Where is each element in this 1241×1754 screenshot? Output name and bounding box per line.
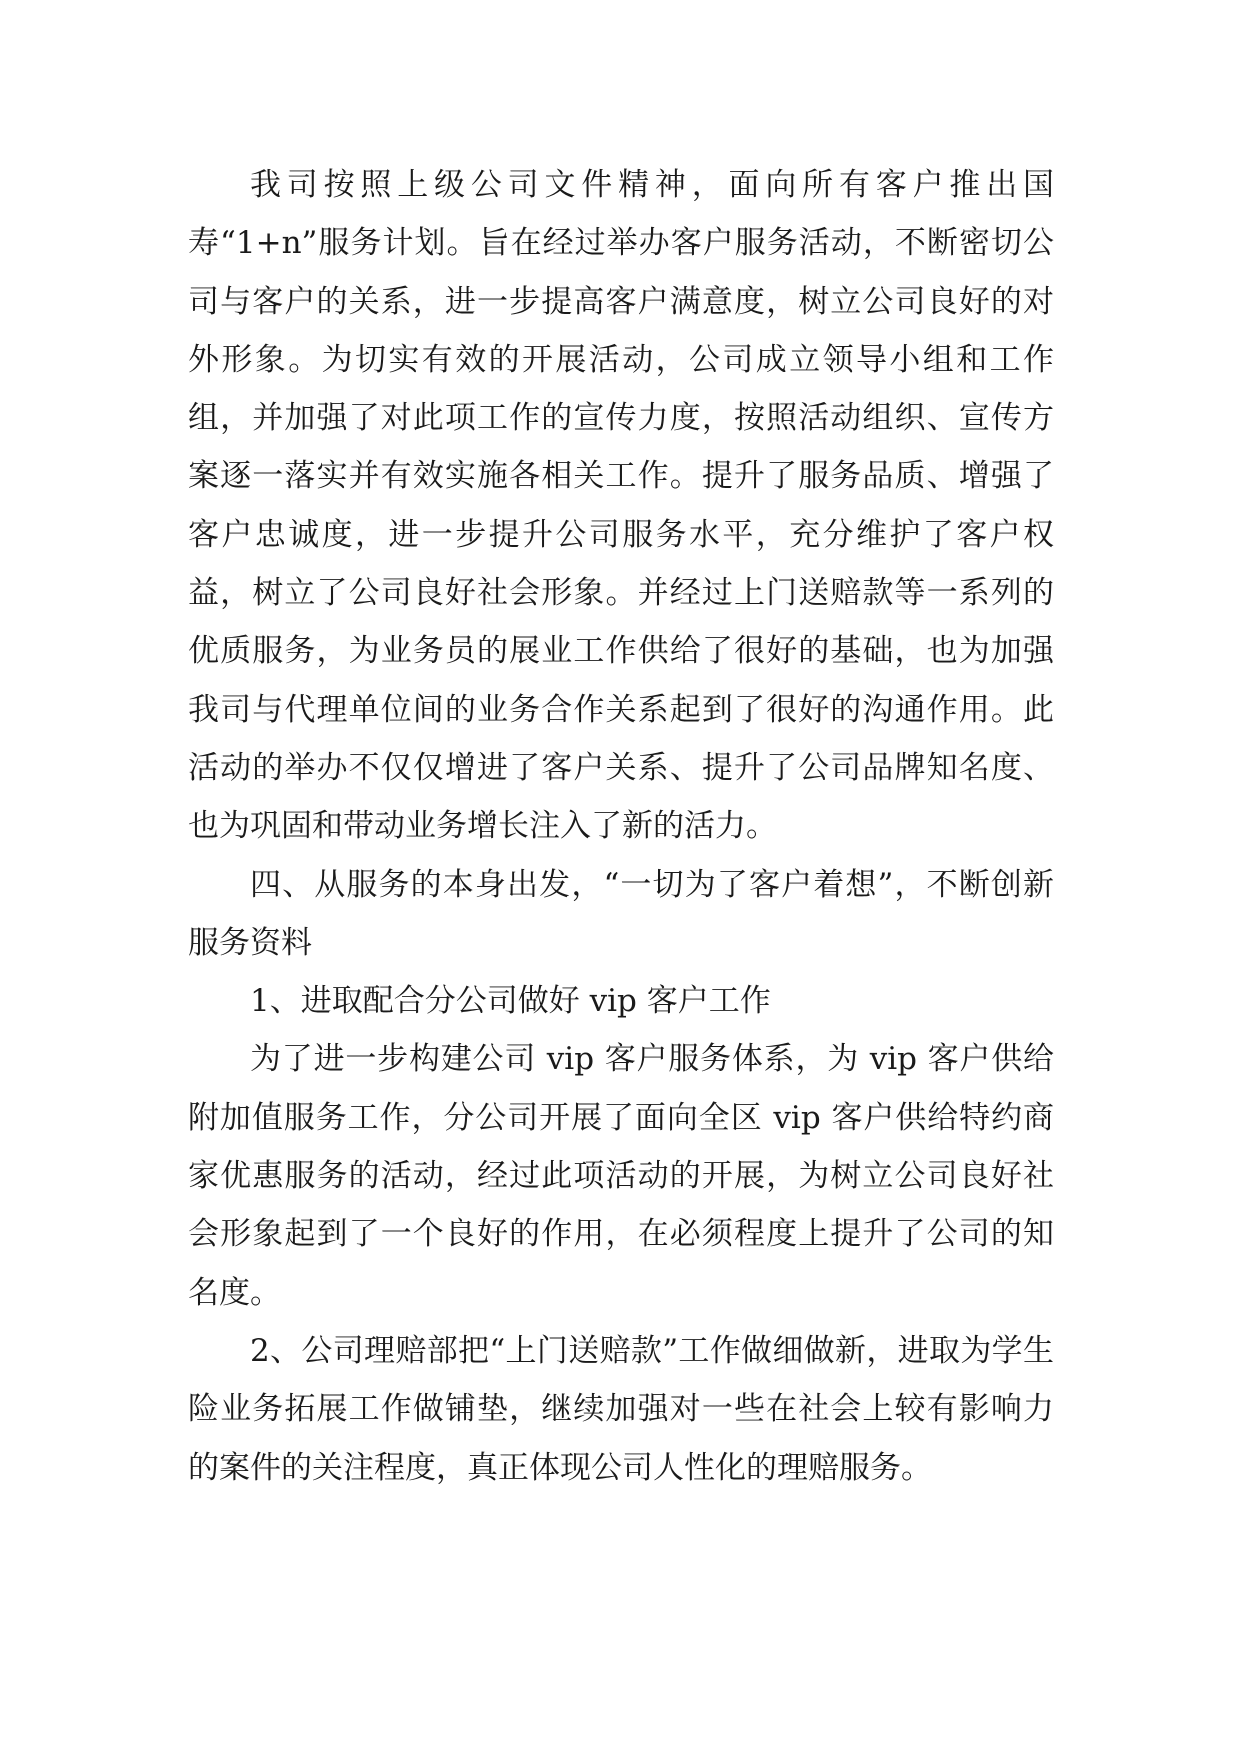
paragraph-item-one-heading: 1、进取配合分公司做好 vip 客户工作 <box>250 983 771 1020</box>
paragraph-service-plan: 我司按照上级公司文件精神，面向所有客户推出国寿“1+n”服务计划。旨在经过举办客户服务活动，不断密切公司与客户的关系，进一步提高客户满意度，树立公司良好的对外形象。为切实有效的开展活动，公司成立领导小组和工作组，并加强了对此项工作的宣传力度，按照活动组织、宣传方案逐一落实并有效实施各相关工作。提升了服务品质、增强了客户忠诚度，进一步提升公司服务水平，充分维护了客户权益，树立了公司良好社会形象。并经过上门送赔款等一系列的优质服务，为业务员的展业工作供给了很好的基础，也为加强我司与代理单位间的业务合作关系起到了很好的沟通作用。此活动的举办不仅仅增进了客户关系、提升了公司品牌知名度、也为巩固和带动业务增长注入了新的活力。 <box>188 167 1054 845</box>
document-body <box>188 156 1054 1497</box>
paragraph-section-four-heading: 四、从服务的本身出发，“一切为了客户着想”，不断创新服务资料 <box>188 866 1054 961</box>
paragraph-item-two-claims: 2、公司理赔部把“上门送赔款”工作做细做新，进取为学生险业务拓展工作做铺垫，继续加强对一些在社会上较有影响力的案件的关注程度，真正体现公司人性化的理赔服务。 <box>188 1332 1054 1486</box>
paragraph-vip-service: 为了进一步构建公司 vip 客户服务体系，为 vip 客户供给附加值服务工作，分公司开展了面向全区 vip 客户供给特约商家优惠服务的活动，经过此项活动的开展，为树立公司良好社会形象起到了一个良好的作用，在必须程度上提升了公司的知名度。 <box>188 1041 1054 1311</box>
